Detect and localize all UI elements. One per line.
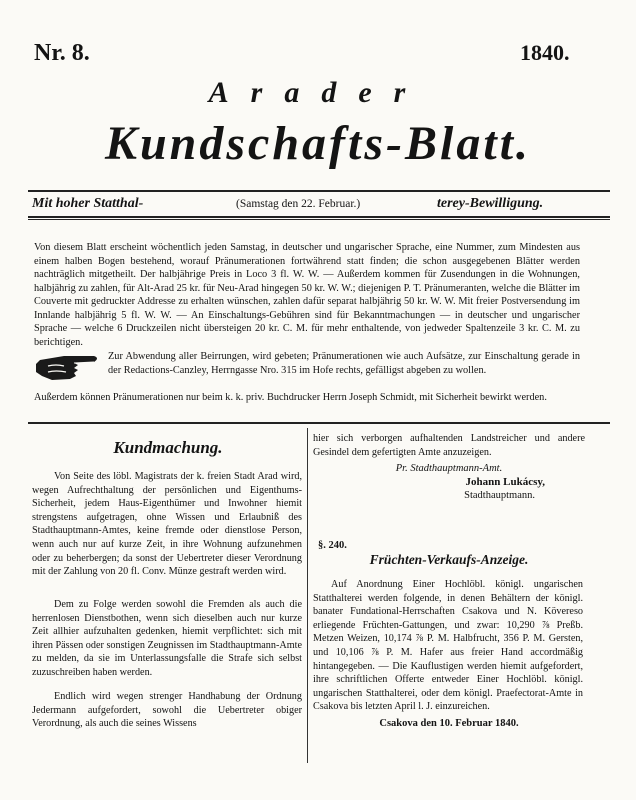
masthead-rule-mid-thin: [28, 219, 610, 220]
issue-number: Nr. 8.: [34, 40, 90, 66]
pointing-hand-icon: [34, 352, 104, 384]
sale-notice-body: Auf Anordnung Einer Hochlöbl. königl. ungarischen Statthalterei werden folgende, in denen Behältern der königl. banater Fundational-Herrschaften Csakova und N. Kövereso erliegende Früchten-Gattungen, und zwar: 10,290 ⅞ Preßb. Metzen Weizen, 10,174 ⅞ P. M. Halbfrucht, 356 P. M. Gersten, und 10,106 ⅞ P. M. Hafer aus freier Hand accordmäßig hintangegeben. — Die Kauflustigen werden hiemit aufgefordert, ihre schriftlichen Offerte entweder Einer Hochlöbl. königl. ungarischen Statthalterei, oder dem königl. Praefectorat-Amte in Csakova bis letzten April l. J. einzureichen.: [313, 579, 583, 713]
sale-notice-place-date: Csakova den 10. Februar 1840.: [379, 718, 519, 729]
year: 1840.: [520, 40, 570, 65]
sale-notice-heading: Früchten-Verkaufs-Anzeige.: [369, 552, 529, 567]
printer-instructions: Außerdem können Pränumerationen nur beim k. k. priv. Buchdrucker Herrn Joseph Schmidt, mit Sicherheit bewirkt werden.: [34, 392, 547, 403]
announcement-paragraph-1: Von Seite des löbl. Magistrats der k. freien Stadt Arad wird, wegen Aufrechthaltung der persönlichen und Eigenthums-Sicherheit, jedem Haus-Eigenthümer und Inwohner hiemit strengstens aufgetragen, ohne Wissen und Erlaubniß des Stadthauptmann-Amtes, keine fremde oder dienstlose Person, wenn auch nur auf kurze Zeit, in ihre Wohnung aufzunehmen oder zu beherbergen; da sonst der Uebertreter dieser Verordnung mit der Zahlung von 20 fl. Conv. Münze gestraft werden wird.: [32, 471, 302, 578]
permit-right: terey-Bewilligung.: [437, 196, 544, 211]
column-divider: [307, 428, 308, 763]
signature-name: Johann Lukácsy,: [465, 476, 545, 488]
masthead-title: Kundschafts-Blatt.: [104, 117, 532, 170]
permit-left: Mit hoher Statthal-: [32, 196, 144, 211]
masthead-rule-mid: [28, 216, 610, 218]
signature-title: Stadthauptmann.: [464, 490, 535, 501]
masthead-city: Arader: [208, 76, 428, 109]
masthead-rule-top: [28, 190, 610, 192]
announcement-paragraph-2: Dem zu Folge werden sowohl die Fremden als auch die herrenlosen Dienstbothen, wenn sich dieselben auch nur kurze Zeit allhier aufzuhalten gedenken, hiemit verpflichtet: sich mit ihren Pässen oder sonstigen Zeugnissen im Stadthauptmann-Amte zu melden, da sie im Unterlassungsfalle die Strafe sich selbst zuzuschreiben haben werden.: [32, 599, 302, 678]
subscription-notice: Von diesem Blatt erscheint wöchentlich jeden Samstag, in deutscher und ungarischer Sprache, eine Nummer, zum Mindesten aus einem halben Bogen bestehend, worauf Pränumerationen fortwährend statt finden; die schon ausgegebenen Blätter werden nachträglich mitgetheilt. Der halbjährige Preis in Loco 3 fl. W. W. — Außerdem kommen für Zusendungen in die Wohnungen, halbjährig zu zahlen, für Alt-Arad 25 kr. für Neu-Arad hingegen 50 kr. W. W.; diejenigen P. T. Pränumeranten, welche die Blätter im Couverte mit gedruckter Addresse zu erhalten wünschen, zahlen dafür separat halbjährig 50 kr. W. W. Mit freier Postversendung im Innlande halbjährig 5 fl. W. W. — An Einschaltungs-Gebühren sind für Bekanntmachungen — in deutscher und ungarischer Sprache — welche 6 Druckzeilen nicht übersteigen 20 kr. C. M. für mehr enthaltende, von jedweder Spaltenzeile 3 kr. C. M. zu berichtigen.: [34, 242, 580, 348]
section-number: §. 240.: [318, 540, 347, 551]
issue-date: (Samstag den 22. Februar.): [236, 198, 361, 210]
announcement-continuation: hier sich verborgen aufhaltenden Landstreicher und andere Gesindel dem gefertigten Amte anzuzeigen.: [313, 433, 585, 458]
signature-office: Pr. Stadthauptmann-Amt.: [395, 463, 503, 474]
announcement-paragraph-3: Endlich wird wegen strenger Handhabung der Ordnung Jedermann aufgefordert, sowohl die Uebertreter obiger Verordnung, als auch die seines Wissens: [32, 691, 302, 730]
header-section-rule: [28, 422, 610, 424]
submission-instructions: Zur Abwendung aller Beirrungen, wird gebeten; Pränumerationen wie auch Aufsätze, zur Einschaltung gerade in der Redactions-Canzley, Herrngasse Nro. 315 im Hofe rechts, gefälligst abgeben zu wollen.: [108, 351, 580, 376]
announcement-heading: Kundmachung.: [113, 438, 223, 457]
